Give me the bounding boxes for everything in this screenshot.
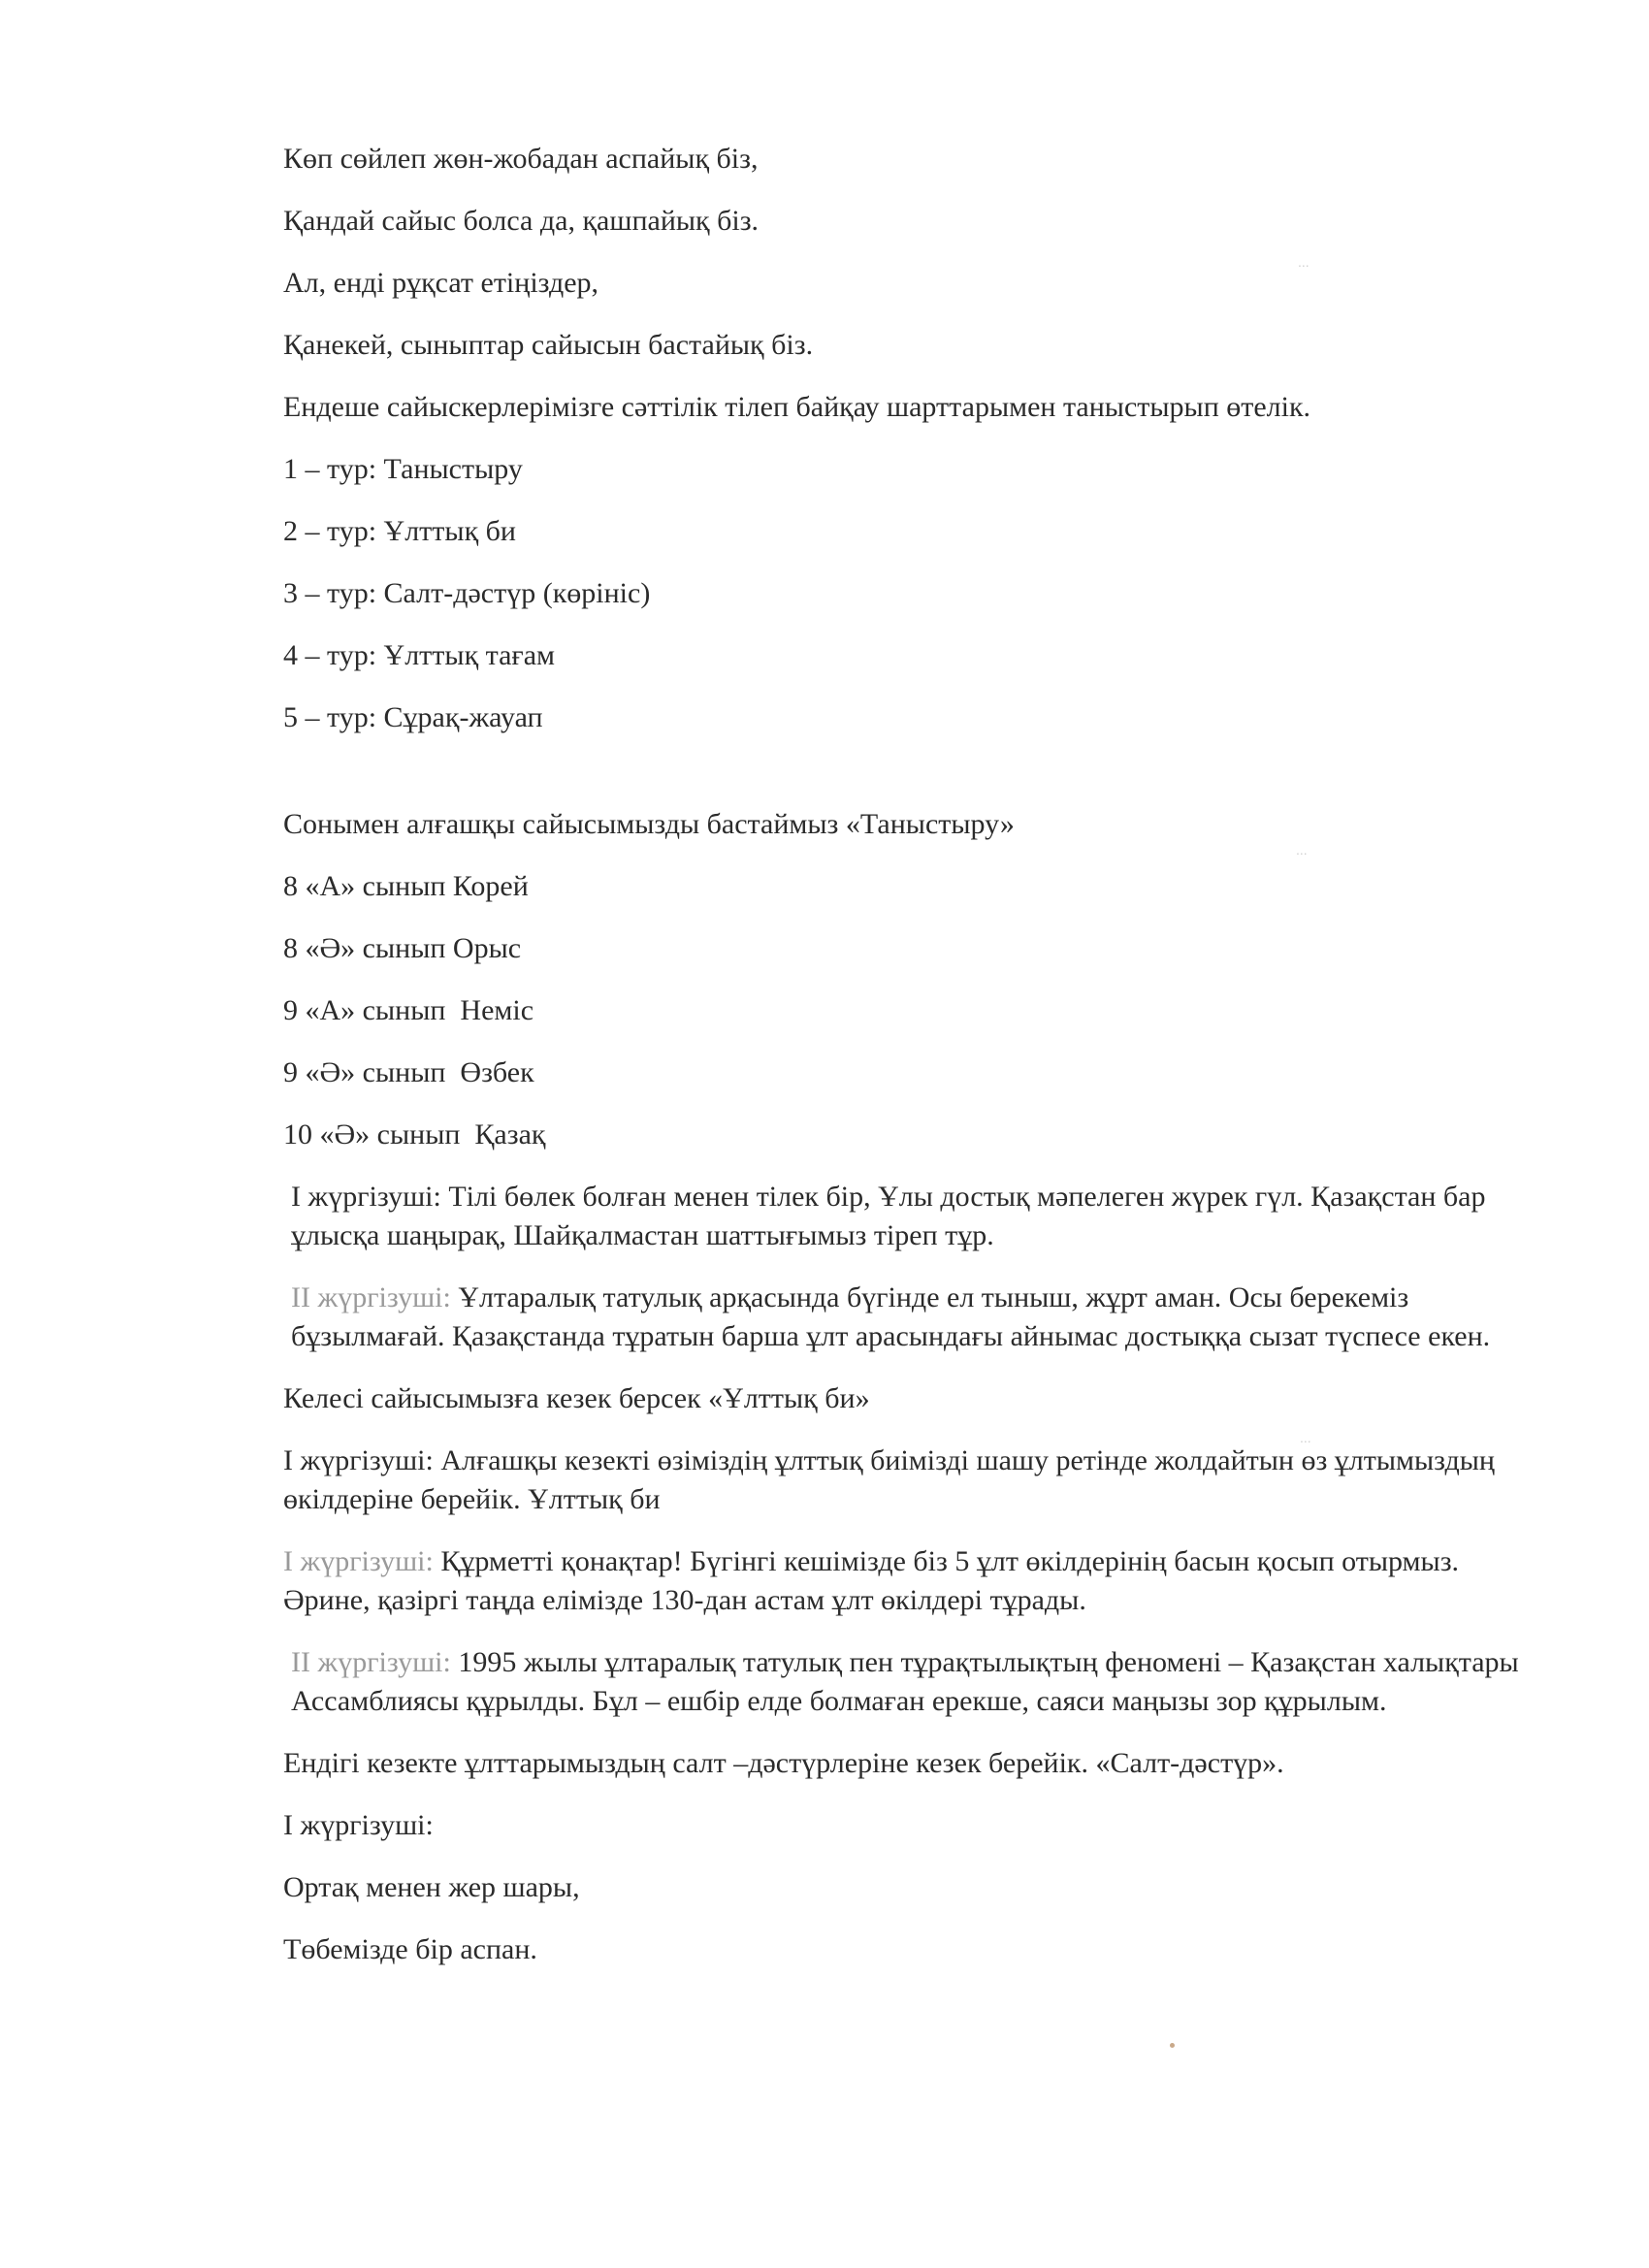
host-speech: [283, 1178, 1533, 1255]
poem-line: Көп сөйлеп жөн-жобадан аспайық біз,: [283, 143, 759, 175]
class-item: 10 «Ә» сынып Қазақ: [283, 1118, 546, 1150]
round-item: 3 – тур: Салт-дәстүр (көрініс): [283, 577, 651, 609]
scan-mark: ...: [1298, 254, 1310, 270]
first-contest-heading: Сонымен алғашқы сайысымызды бастаймыз «Таныстыру»: [283, 808, 1015, 840]
speech-text: 1995 жылы ұлтаралық татулық пен тұрақтылықтың феномені – Қазақстан халықтары Ассамблиясы құрылды. Бұл – ешбір елде болмаған ерекше, саяси маңызы зор құрылым.: [291, 1646, 1527, 1717]
round-item: 4 – тур: Ұлттық тағам: [283, 639, 556, 671]
host-speech: [283, 1279, 1533, 1356]
poem-line: Қанекей, сыныптар сайысын бастайық біз.: [283, 329, 814, 361]
speaker-label: I жүргізуші:: [283, 1545, 434, 1577]
speech-text: Тілі бөлек болған менен тілек бір, Ұлы достық мәпелеген жүрек гүл. Қазақстан бар ұлысқа шаңырақ, Шайқалмастан шаттығымыз тіреп тұр.: [291, 1181, 1493, 1251]
speaker-label: II жүргізуші:: [291, 1281, 451, 1313]
host-speech: [283, 1542, 1533, 1620]
scan-mark: ...: [1300, 1430, 1311, 1445]
class-item: 9 «А» сынып Неміс: [283, 994, 534, 1026]
final-speaker-label: I жүргізуші:: [283, 1809, 434, 1841]
poem-line: Төбемізде бір аспан.: [283, 1933, 537, 1965]
speech-text: Алғашқы кезекті өзіміздің ұлттық биімізді шашу ретінде жолдайтын өз ұлтымыздың өкілдеріне берейік. Ұлттық би: [283, 1444, 1503, 1515]
round-item: 2 – тур: Ұлттық би: [283, 515, 516, 547]
scan-speck: [1170, 2043, 1175, 2048]
speech-text: Ұлтаралық татулық арқасында бүгінде ел тыныш, жұрт аман. Осы берекеміз бұзылмағай. Қазақстанда тұратын барша ұлт арасындағы айнымас достыққа сызат түспесе екен.: [291, 1281, 1491, 1352]
host-speech: [283, 1442, 1533, 1519]
poem-line: Қандай сайыс болса да, қашпайық біз.: [283, 205, 760, 237]
class-item: 8 «Ә» сынып Орыс: [283, 932, 522, 964]
speaker-label: I жүргізуші:: [283, 1444, 434, 1476]
intro-sentence: Ендеше сайыскерлерімізге сәттілік тілеп байқау шарттарымен таныстырып өтелік.: [283, 391, 1311, 423]
poem-line: Ал, енді рұқсат етіңіздер,: [283, 267, 599, 299]
round-item: 1 – тур: Таныстыру: [283, 453, 523, 485]
next-contest-heading: Келесі сайысымызға кезек берсек «Ұлттық би»: [283, 1382, 870, 1414]
scan-mark: ...: [1296, 842, 1308, 858]
speaker-label: II жүргізуші:: [291, 1646, 451, 1678]
speech-text: Құрметті қонақтар! Бүгінгі кешімізде біз 5 ұлт өкілдерінің басын қосып отырмыз. Әрине, қазіргі таңда елімізде 130-дан астам ұлт өкілдері тұрады.: [283, 1545, 1467, 1616]
class-item: 9 «Ә» сынып Өзбек: [283, 1056, 534, 1088]
third-contest-heading: Ендігі кезекте ұлттарымыздың салт –дәстүрлеріне кезек берейік. «Салт-дәстүр».: [283, 1747, 1284, 1779]
poem-line: Ортақ менен жер шары,: [283, 1871, 580, 1903]
speaker-label: I жүргізуші:: [291, 1181, 441, 1213]
class-item: 8 «А» сынып Корей: [283, 870, 529, 902]
round-item: 5 – тур: Сұрақ-жауап: [283, 701, 543, 733]
host-speech: [283, 1643, 1533, 1721]
